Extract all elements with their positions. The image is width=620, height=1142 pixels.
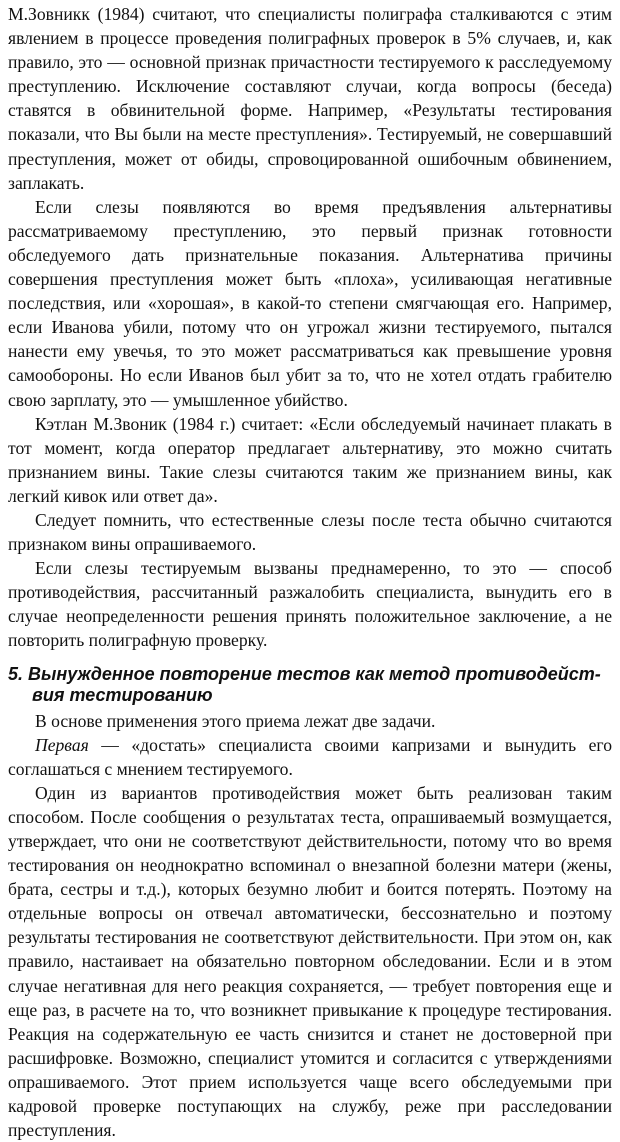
paragraph-first-task: [8, 733, 612, 781]
paragraph-zvonik-quote: Кэтлан М.Звоник (1984 г.) считает: «Если обследуемый начинает плакать в тот момент, когда оператор предлагает альтернативу, это можно считать признанием вины. Такие слезы считаются таким же признанием вины, как легкий кивок или ответ да».: [8, 413, 612, 506]
section-heading: [8, 664, 612, 706]
first-task-lead: Первая: [35, 734, 89, 755]
paragraph-natural-tears: Следует помнить, что естественные слезы после теста обычно считаются признаком вины опрашиваемого.: [8, 509, 612, 555]
paragraph-two-tasks: В основе применения этого приема лежат две задачи.: [35, 710, 436, 731]
paragraph-deliberate-tears: Если слезы тестируемым вызваны преднамеренно, то это — способ противодействия, рассчитанный разжалобить специалиста, вынудить его в случае неопределенности решения принять положительное заключение, а не повторить полиграфную проверку.: [8, 558, 612, 651]
paragraph-tears-alternative: Если слезы появляются во время предъявления альтернативы рассматриваемому преступлению, это первый признак готовности обследуемого дать признательные показания. Альтернатива причины совершения преступления может быть «плоха», усиливающая негативные последствия, или «хорошая», в какой-то степени смягчающая его. Например, если Иванова убили, потому что он угрожал жизни тестируемого, пытался нанести ему увечья, то это может рассматриваться как превышение уровня самообороны. Но если Иванов был убит за то, что не хотел отдать грабителю свою зарплату, это — умышленное убийство.: [8, 196, 612, 410]
document-page: [8, 2, 612, 1142]
first-task-text: — «достать» специалиста своими капризами и вынудить его соглашаться с мнением тестируемого.: [8, 734, 612, 779]
section-heading-line-1: 5. Вынужденное повторение тестов как метод противодейст-: [8, 663, 601, 684]
section-heading-line-2: вия тестированию: [32, 684, 213, 705]
paragraph-zovnik-statistics: М.Зовникк (1984) считают, что специалисты полиграфа сталкиваются с этим явлением в процессе проведения полиграфных проверок в 5% случаев, и, как правило, это — основной признак причастности тестируемого к расследуемому преступлению. Исключение составляют случаи, когда вопросы (беседа) ставятся в обвинительной форме. Например, «Результаты тестирования показали, что Вы были на месте преступления». Тестируемый, не совершавший преступления, может от обиды, спровоцированной ошибочным обвинением, заплакать.: [8, 4, 612, 193]
paragraph-repeat-testing: Один из вариантов противодействия может быть реализован таким способом. После сообщения о результатах теста, опрашиваемый возмущается, утверждает, что они не соответствуют действительности, потому что во время тестирования он неоднократно вспоминал о внезапной болезни матери (жены, брата, сестры и т.д.), которых безумно любит и боится потерять. Поэтому на отдельные вопросы он отвечал автоматически, бессознательно и поэтому результаты тестирования не соответствуют действительности. При этом он, как правило, настаивает на обязательно повторном обследовании. Если и в этом случае негативная для него реакция сохраняется, — требует повторения еще и еще раз, в расчете на то, что возникнет привыкание к процедуре тестирования. Реакция на содержательную ее часть снизится и станет не достоверной при расшифровке. Возможно, специалист утомится и согласится с утверждениями опрашиваемого. Этот прием используется чаще всего обследуемыми при кадровой проверке поступающих на службу, реже при расследовании преступления.: [8, 782, 612, 1141]
